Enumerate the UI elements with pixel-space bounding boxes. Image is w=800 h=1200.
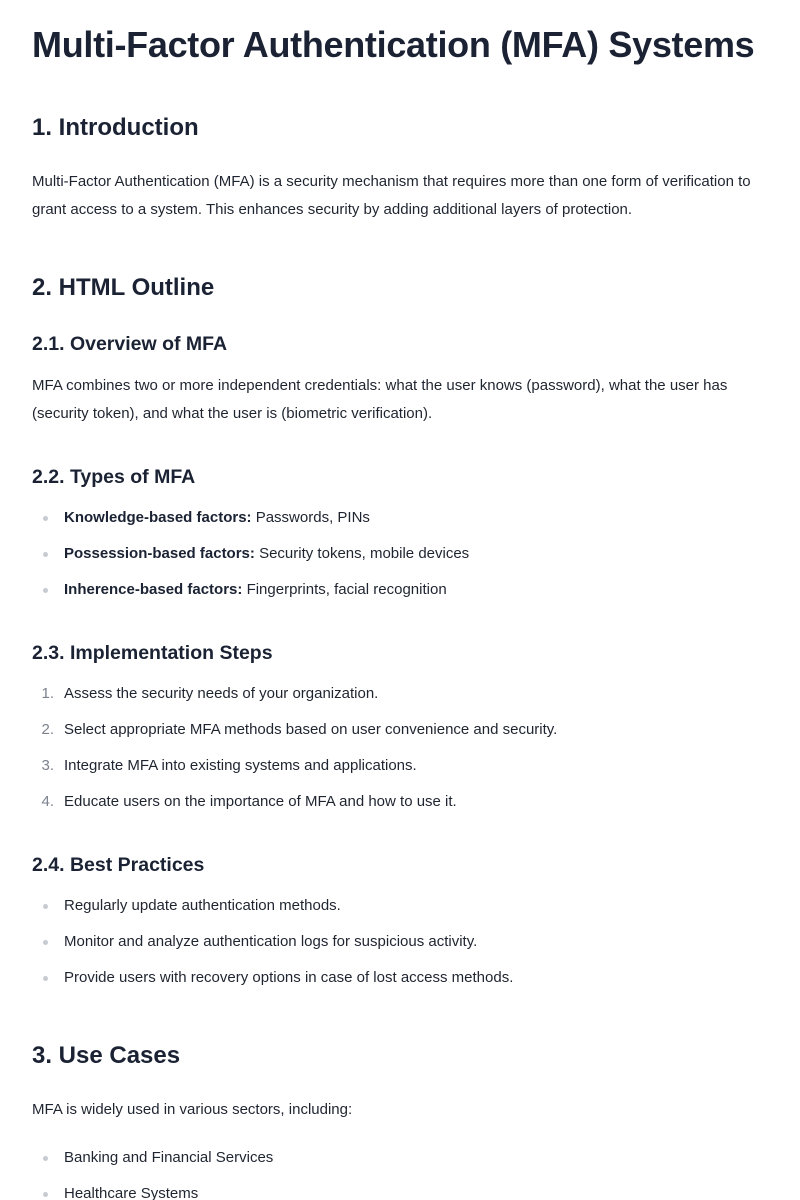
step-number: 1. (41, 685, 54, 702)
bullet-marker (43, 976, 48, 981)
bullet-marker (43, 1192, 48, 1197)
bullet-marker (43, 552, 48, 557)
step-text: Assess the security needs of your organization. (64, 685, 379, 702)
factor-term: Knowledge-based factors: (64, 509, 252, 526)
bullet-marker (43, 1156, 48, 1161)
introduction-paragraph: Multi-Factor Authentication (MFA) is a security mechanism that requires more than one form of verification to grant access to a system. This enhances security by adding additional layers of protection. (32, 173, 751, 218)
step-number: 4. (41, 793, 54, 810)
step-text: Integrate MFA into existing systems and applications. (64, 757, 417, 774)
factor-description: Fingerprints, facial recognition (246, 581, 447, 598)
practice-text: Regularly update authentication methods. (64, 897, 341, 914)
factor-description: Security tokens, mobile devices (259, 545, 470, 562)
use-case-text: Healthcare Systems (64, 1185, 199, 1200)
step-number: 3. (41, 757, 54, 774)
page-title: Multi-Factor Authentication (MFA) Systems (32, 24, 755, 65)
use-cases-paragraph: MFA is widely used in various sectors, including: (32, 1101, 353, 1118)
factor-description: Passwords, PINs (255, 509, 370, 526)
use-case-text: Banking and Financial Services (64, 1149, 274, 1166)
subsection-heading-steps: 2.3. Implementation Steps (32, 642, 273, 664)
subsection-heading-overview: 2.1. Overview of MFA (32, 333, 228, 355)
bullet-marker (43, 516, 48, 521)
subsection-heading-types: 2.2. Types of MFA (32, 466, 196, 488)
bullet-marker (43, 940, 48, 945)
section-heading-introduction: 1. Introduction (32, 114, 199, 141)
factor-term: Possession-based factors: (64, 545, 255, 562)
practice-text: Monitor and analyze authentication logs for suspicious activity. (64, 933, 478, 950)
step-number: 2. (41, 721, 54, 738)
practice-text: Provide users with recovery options in case of lost access methods. (64, 969, 514, 986)
bullet-marker (43, 588, 48, 593)
subsection-heading-best-practices: 2.4. Best Practices (32, 854, 205, 876)
step-text: Select appropriate MFA methods based on user convenience and security. (64, 721, 558, 738)
factor-term: Inherence-based factors: (64, 581, 243, 598)
section-heading-use-cases: 3. Use Cases (32, 1042, 181, 1069)
section-heading-outline: 2. HTML Outline (32, 274, 215, 301)
overview-paragraph: MFA combines two or more independent credentials: what the user knows (password), what the user has (security token), and what the user is (biometric verification). (32, 377, 728, 422)
bullet-marker (43, 904, 48, 909)
step-text: Educate users on the importance of MFA and how to use it. (64, 793, 457, 810)
